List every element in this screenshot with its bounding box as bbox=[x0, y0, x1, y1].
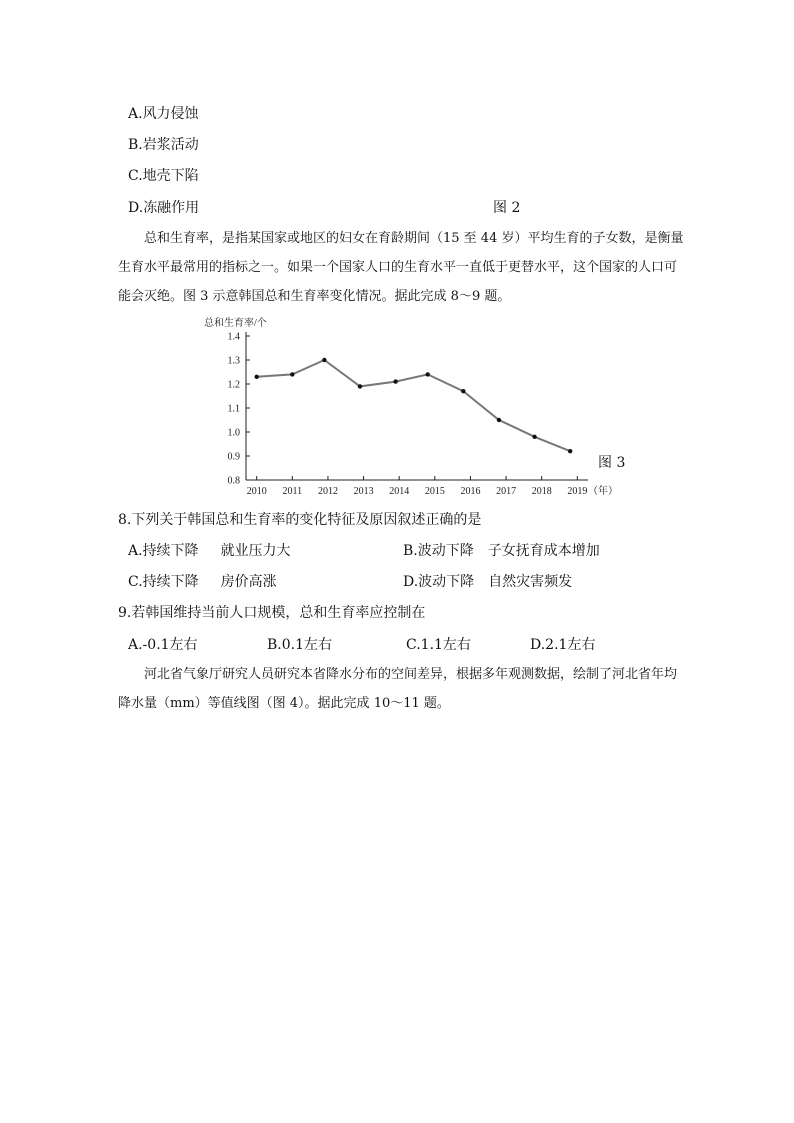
q8-option-b bbox=[403, 540, 600, 560]
intro-text: 总和生育率，是指某国家或地区的妇女在育龄期间（15 至 44 岁）平均生育的子女数，是衡量生育水平最常用的指标之一。如果一个国家人口的生育水平一直低于更替水平，这个国家的人口可能会灭绝。图 3 示意韩国总和生育率变化情况。据此完成 8～9 题。 bbox=[118, 231, 684, 304]
data-point bbox=[425, 372, 429, 376]
data-point bbox=[461, 389, 465, 393]
data-point bbox=[290, 372, 294, 376]
option-text: 地壳下陷 bbox=[142, 168, 199, 184]
data-point bbox=[322, 358, 326, 362]
y-tick-label: 1.0 bbox=[227, 427, 240, 439]
x-tick-label: 2019 bbox=[567, 486, 588, 497]
y-tick-label: 0.9 bbox=[227, 451, 240, 463]
intro-paragraph bbox=[118, 224, 686, 311]
x-tick-label: 2018 bbox=[531, 486, 552, 497]
x-tick-label: 2010 bbox=[246, 486, 267, 497]
option-label: C.持续下降 bbox=[128, 574, 199, 590]
q8-option-d bbox=[403, 571, 572, 591]
q9-option-b: B.0.1左右 bbox=[267, 637, 333, 653]
option-label: B.波动下降 bbox=[403, 543, 474, 559]
data-point bbox=[568, 449, 572, 453]
option-text: 就业压力大 bbox=[220, 543, 291, 559]
option-label: B. bbox=[128, 137, 143, 153]
option-text: 子女抚育成本增加 bbox=[487, 543, 600, 559]
x-axis-label: （年） bbox=[588, 486, 618, 497]
option-label: D. bbox=[128, 200, 144, 216]
option-text: 岩浆活动 bbox=[142, 137, 199, 153]
q8-stem: 8.下列关于韩国总和生育率的变化特征及原因叙述正确的是 bbox=[118, 512, 482, 528]
y-tick-label: 1.2 bbox=[227, 379, 240, 391]
y-ticks bbox=[228, 332, 251, 487]
series-points bbox=[254, 358, 572, 454]
q9-stem: 9.若韩国维持当前人口规模，总和生育率应控制在 bbox=[118, 605, 426, 621]
data-point bbox=[497, 418, 501, 422]
x-tick-label: 2015 bbox=[424, 486, 445, 497]
option-text: 房价高涨 bbox=[220, 574, 277, 590]
q9-option-a: A.-0.1左右 bbox=[128, 637, 198, 653]
data-point bbox=[358, 384, 362, 388]
x-tick-label: 2013 bbox=[353, 486, 374, 497]
option-label: A. bbox=[128, 106, 143, 122]
x-tick-label: 2016 bbox=[460, 486, 481, 497]
q9-option-c: C.1.1左右 bbox=[406, 637, 471, 653]
y-tick-label: 0.8 bbox=[227, 475, 240, 487]
option-d bbox=[128, 197, 199, 217]
figure3-chart bbox=[196, 314, 636, 498]
chart-axes bbox=[246, 332, 588, 480]
outro-text: 河北省气象厅研究人员研究本省降水分布的空间差异，根据多年观测数据，绘制了河北省年均降水量（mm）等值线图（图 4）。据此完成 10～11 题。 bbox=[118, 667, 678, 711]
option-text: 风力侵蚀 bbox=[142, 106, 199, 122]
data-point bbox=[532, 435, 536, 439]
option-a bbox=[128, 103, 199, 123]
option-label: C. bbox=[128, 168, 143, 184]
chart-svg bbox=[196, 314, 636, 498]
y-axis-label: 总和生育率/个 bbox=[204, 318, 267, 329]
option-label: D.波动下降 bbox=[403, 574, 475, 590]
x-tick-label: 2012 bbox=[317, 486, 338, 497]
y-tick-label: 1.4 bbox=[227, 331, 240, 343]
option-label: A.持续下降 bbox=[128, 543, 199, 559]
outro-paragraph bbox=[118, 660, 686, 718]
series-line bbox=[257, 360, 571, 451]
x-tick-label: 2017 bbox=[496, 486, 517, 497]
q9-option-d: D.2.1左右 bbox=[530, 637, 596, 653]
x-ticks bbox=[247, 476, 588, 497]
q8-option-c bbox=[128, 571, 277, 591]
option-b bbox=[128, 134, 199, 154]
x-tick-label: 2014 bbox=[389, 486, 410, 497]
q8-option-a bbox=[128, 540, 291, 560]
data-point bbox=[254, 375, 258, 379]
data-point bbox=[393, 379, 397, 383]
y-tick-label: 1.1 bbox=[227, 403, 240, 415]
x-tick-label: 2011 bbox=[282, 486, 303, 497]
figure3-caption: 图 3 bbox=[598, 455, 626, 471]
y-tick-label: 1.3 bbox=[227, 355, 240, 367]
figure2-caption: 图 2 bbox=[493, 200, 521, 216]
option-text: 自然灾害频发 bbox=[488, 574, 573, 590]
option-c bbox=[128, 165, 199, 185]
option-text: 冻融作用 bbox=[143, 200, 200, 216]
